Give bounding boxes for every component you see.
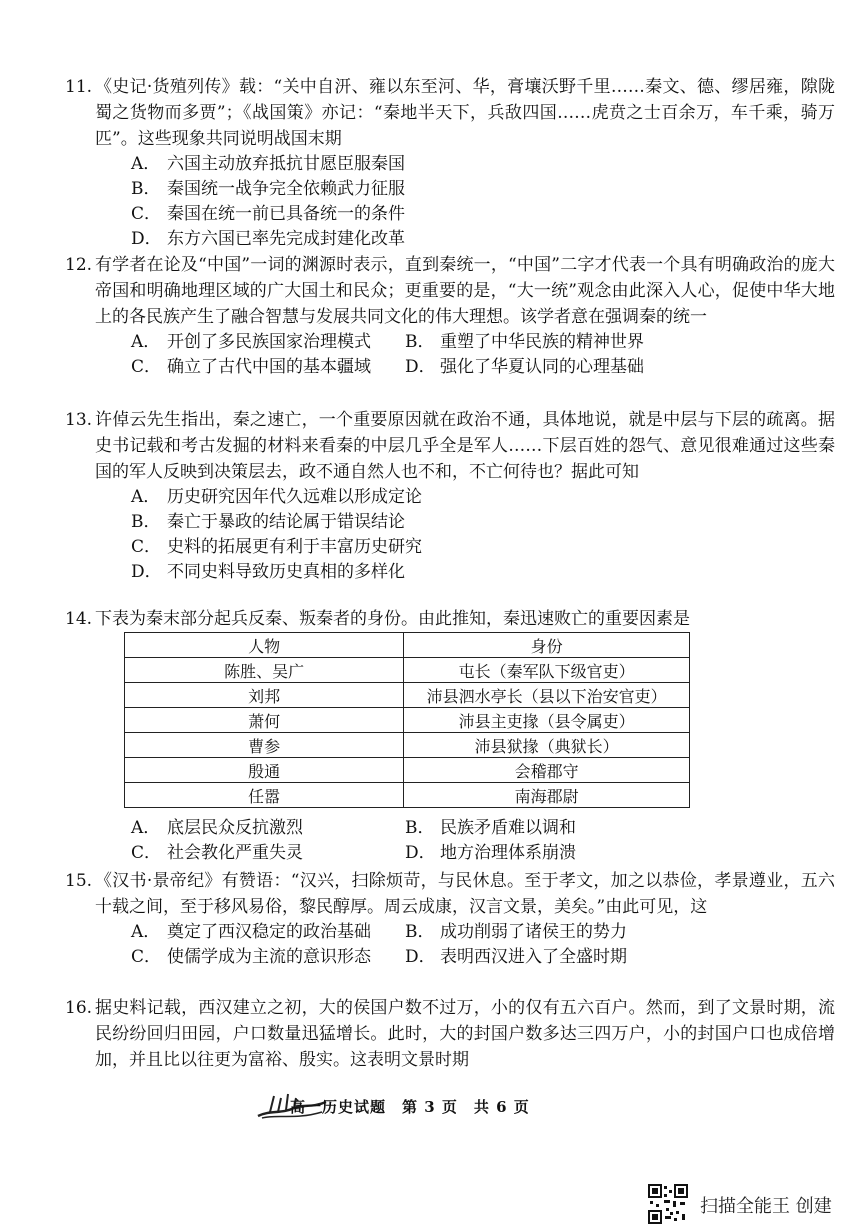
table-cell: 萧何 (125, 708, 404, 733)
question-stem: 下表为秦末部分起兵反秦、叛秦者的身份。由此推知，秦迅速败亡的重要因素是 (95, 609, 690, 629)
question-number: 11. (65, 77, 93, 97)
option-text: 社会教化严重失灵 (167, 843, 303, 863)
option-a (95, 152, 835, 177)
option-c (95, 535, 835, 560)
option-label: D． (405, 947, 436, 967)
question-13 (65, 407, 835, 585)
question-number: 12. (65, 255, 93, 275)
option-label: B． (405, 922, 435, 942)
question-15 (65, 868, 835, 970)
table-header: 人物 (125, 633, 404, 658)
option-label: C． (131, 204, 162, 224)
question-14 (65, 606, 835, 632)
option-label: A． (131, 818, 161, 838)
option-d (95, 227, 835, 252)
option-text: 六国主动放弃抵抗甘愿臣服秦国 (167, 154, 405, 174)
option-text: 历史研究因年代久远难以形成定论 (167, 487, 422, 507)
option-label: A． (131, 922, 161, 942)
question-14-options (95, 816, 835, 866)
option-label: B． (405, 332, 435, 352)
question-12 (65, 252, 835, 380)
option-text: 底层民众反抗激烈 (167, 818, 303, 838)
option-text: 史料的拓展更有利于丰富历史研究 (167, 537, 422, 557)
option-row-cd (95, 355, 835, 380)
qr-code-icon (648, 1184, 688, 1224)
table-cell: 沛县主吏掾（县令属吏） (404, 708, 690, 733)
table-row (125, 658, 690, 683)
table-row (125, 758, 690, 783)
option-row-ab (95, 330, 835, 355)
option-text: 奠定了西汉稳定的政治基础 (167, 922, 371, 942)
option-row-ab (95, 816, 835, 841)
table-header-row (125, 633, 690, 658)
option-text: 地方治理体系崩溃 (440, 843, 576, 863)
option-label: B． (131, 512, 161, 532)
table-cell: 任嚣 (125, 783, 404, 808)
option-text: 开创了多民族国家治理模式 (167, 332, 371, 352)
option-text: 确立了古代中国的基本疆域 (167, 357, 371, 377)
question-stem: 许倬云先生指出，秦之速亡，一个重要原因就在政治不通，具体地说，就是中层与下层的疏离。据史书记载和考古发掘的材料来看秦的中层几乎全是军人……下层百姓的怨气、意见很难通过这些秦国的军人反映到决策层去，政不通自然人也不和，不亡何待也？据此可知 (95, 410, 835, 482)
option-row-cd (95, 945, 835, 970)
option-text: 不同史料导致历史真相的多样化 (167, 562, 405, 582)
question-16 (65, 995, 835, 1073)
question-stem: 《汉书·景帝纪》有赞语：“汉兴，扫除烦苛，与民休息。至于孝文，加之以恭俭，孝景遵业，五六十载之间，至于移风易俗，黎民醇厚。周云成康，汉言文景，美矣。”由此可见，这 (95, 871, 835, 917)
table-header: 身份 (404, 633, 690, 658)
option-text: 东方六国已率先完成封建化改革 (167, 229, 405, 249)
question-number: 16. (65, 998, 93, 1018)
option-text: 民族矛盾难以调和 (440, 818, 576, 838)
option-label: D． (405, 843, 436, 863)
question-number: 13. (65, 410, 93, 430)
option-text: 秦国在统一前已具备统一的条件 (167, 204, 405, 224)
option-text: 秦亡于暴政的结论属于错误结论 (167, 512, 405, 532)
question-number: 14. (65, 609, 93, 629)
table-cell: 南海郡尉 (404, 783, 690, 808)
option-b (95, 510, 835, 535)
question-stem: 《史记·货殖列传》载：“关中自汧、雍以东至河、华，膏壤沃野千里……秦文、德、缪居雍，隙陇蜀之货物而多贾”；《战国策》亦记：“秦地半天下，兵敌四国……虎贲之士百余万，车千乘，骑万匹”。这些现象共同说明战国末期 (95, 77, 835, 149)
table-cell: 殷通 (125, 758, 404, 783)
page-footer: 高一历史试题 第 3 页 共 6 页 (290, 1098, 530, 1116)
option-label: B． (131, 179, 161, 199)
question-stem: 有学者在论及“中国”一词的渊源时表示，直到秦统一，“中国”二字才代表一个具有明确政治的庞大帝国和明确地理区域的广大国土和民众；更重要的是，“大一统”观念由此深入人心，促使中华大地上的各民族产生了融合智慧与发展共同文化的伟大理想。该学者意在强调秦的统一 (95, 255, 835, 327)
option-row-ab (95, 920, 835, 945)
option-label: D． (131, 229, 162, 249)
table-cell: 会稽郡守 (404, 758, 690, 783)
table-row (125, 683, 690, 708)
option-row-cd (95, 841, 835, 866)
option-label: C． (131, 947, 162, 967)
question-number: 15. (65, 871, 93, 891)
table-row (125, 783, 690, 808)
table-cell: 屯长（秦军队下级官吏） (404, 658, 690, 683)
option-label: C． (131, 843, 162, 863)
option-label: B． (405, 818, 435, 838)
table-row (125, 708, 690, 733)
table-cell: 沛县狱掾（典狱长） (404, 733, 690, 758)
question-11 (65, 74, 835, 252)
option-label: A． (131, 154, 161, 174)
table-cell: 沛县泗水亭长（县以下治安官吏） (404, 683, 690, 708)
question-stem: 据史料记载，西汉建立之初，大的侯国户数不过万，小的仅有五六百户。然而，到了文景时期，流民纷纷回归田园，户口数量迅猛增长。此时，大的封国户数多达三四万户，小的封国户口也成倍增加，并且比以往更为富裕、殷实。这表明文景时期 (95, 998, 835, 1070)
identity-table (124, 632, 690, 808)
option-label: D． (131, 562, 162, 582)
option-label: A． (131, 332, 161, 352)
option-label: A． (131, 487, 161, 507)
option-text: 秦国统一战争完全依赖武力征服 (167, 179, 405, 199)
table-cell: 曹参 (125, 733, 404, 758)
option-label: C． (131, 357, 162, 377)
table-cell: 陈胜、吴广 (125, 658, 404, 683)
option-label: D． (405, 357, 436, 377)
option-label: C． (131, 537, 162, 557)
option-c (95, 202, 835, 227)
option-text: 成功削弱了诸侯王的势力 (440, 922, 627, 942)
option-a (95, 485, 835, 510)
table-cell: 刘邦 (125, 683, 404, 708)
option-text: 使儒学成为主流的意识形态 (167, 947, 371, 967)
scanner-label: 扫描全能王 创建 (700, 1196, 832, 1217)
option-text: 表明西汉进入了全盛时期 (440, 947, 627, 967)
table-row (125, 733, 690, 758)
option-d (95, 560, 835, 585)
option-b (95, 177, 835, 202)
option-text: 重塑了中华民族的精神世界 (440, 332, 644, 352)
option-text: 强化了华夏认同的心理基础 (440, 357, 644, 377)
